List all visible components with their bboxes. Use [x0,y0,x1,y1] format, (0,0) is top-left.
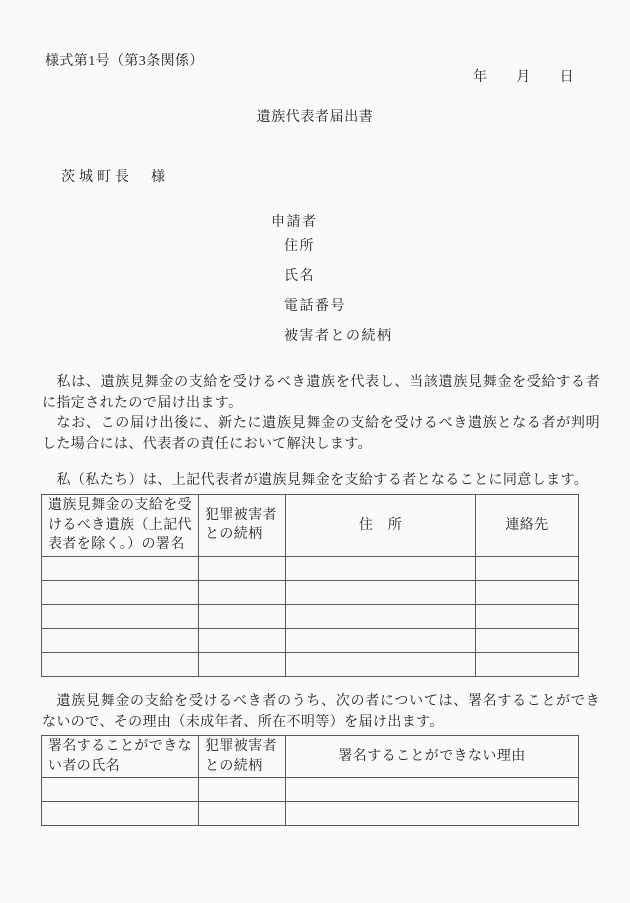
applicant-field-relationship: 被害者との続柄 [284,329,393,344]
empty-cell [199,556,286,580]
empty-row [42,628,579,652]
document-title: 遺族代表者届出書 [256,110,374,125]
date-year-label: 年 [473,70,488,85]
reason-table [41,735,579,826]
empty-cell [476,652,579,676]
paragraph-reason-intro: 遺族見舞金の支給を受けるべき者のうち、次の者については、署名することができないので、その理由（未成年者、所在不明等）を届け出ます。 [42,694,600,730]
empty-row [42,778,579,802]
empty-cell [42,580,199,604]
reason-table-body [42,778,579,826]
signature-table [41,494,579,677]
empty-cell [199,778,286,802]
empty-cell [476,604,579,628]
signature-table-header-relationship: 犯罪被害者との続柄 [199,495,286,557]
date-day-label: 日 [559,70,574,85]
signature-table-header-signature: 遺族見舞金の支給を受けるべき遺族（上記代表者を除く。）の署名 [42,495,199,557]
paragraph-note: なお、この届け出後に、新たに遺族見舞金の支給を受けるべき遺族となる者が判明した場合には、代表者の責任において解決します。 [42,416,600,452]
empty-cell [199,580,286,604]
applicant-field-name: 氏名 [284,269,315,284]
empty-row [42,604,579,628]
date-line [473,71,574,85]
empty-cell [42,628,199,652]
reason-table-header-reason: 署名することができない理由 [286,736,579,778]
reason-table-header-row [42,736,579,778]
applicant-field-phone: 電話番号 [284,299,346,314]
paragraph-consent: 私（私たち）は、上記代表者が遺族見舞金を支給する者となることに同意します。 [56,473,589,488]
signature-table-header-address: 住 所 [286,495,476,557]
reason-table-header-name: 署名することができない者の氏名 [42,736,199,778]
empty-cell [199,652,286,676]
empty-cell [286,628,476,652]
signature-table-header-row [42,495,579,557]
empty-cell [42,604,199,628]
empty-cell [42,778,199,802]
form-number: 様式第1号（第3条関係） [45,54,204,69]
empty-cell [42,652,199,676]
applicant-field-address: 住所 [284,239,315,254]
empty-row [42,652,579,676]
empty-cell [199,802,286,826]
empty-cell [286,652,476,676]
empty-cell [286,580,476,604]
signature-table-header-contact: 連絡先 [476,495,579,557]
empty-row [42,802,579,826]
empty-cell [476,556,579,580]
empty-cell [286,556,476,580]
applicant-label: 申請者 [271,215,318,230]
empty-cell [476,628,579,652]
empty-cell [286,604,476,628]
empty-cell [42,556,199,580]
signature-table-body [42,556,579,676]
empty-cell [286,802,579,826]
empty-cell [286,778,579,802]
empty-cell [199,628,286,652]
reason-table-header-relationship: 犯罪被害者との続柄 [199,736,286,778]
empty-row [42,556,579,580]
addressee: 茨城町長 様 [61,170,169,185]
date-month-label: 月 [516,70,531,85]
empty-cell [42,802,199,826]
empty-cell [199,604,286,628]
paragraph-declaration: 私は、遺族見舞金の支給を受けるべき遺族を代表し、当該遺族見舞金を受給する者に指定されたので届け出ます。 [42,375,600,411]
empty-row [42,580,579,604]
empty-cell [476,580,579,604]
